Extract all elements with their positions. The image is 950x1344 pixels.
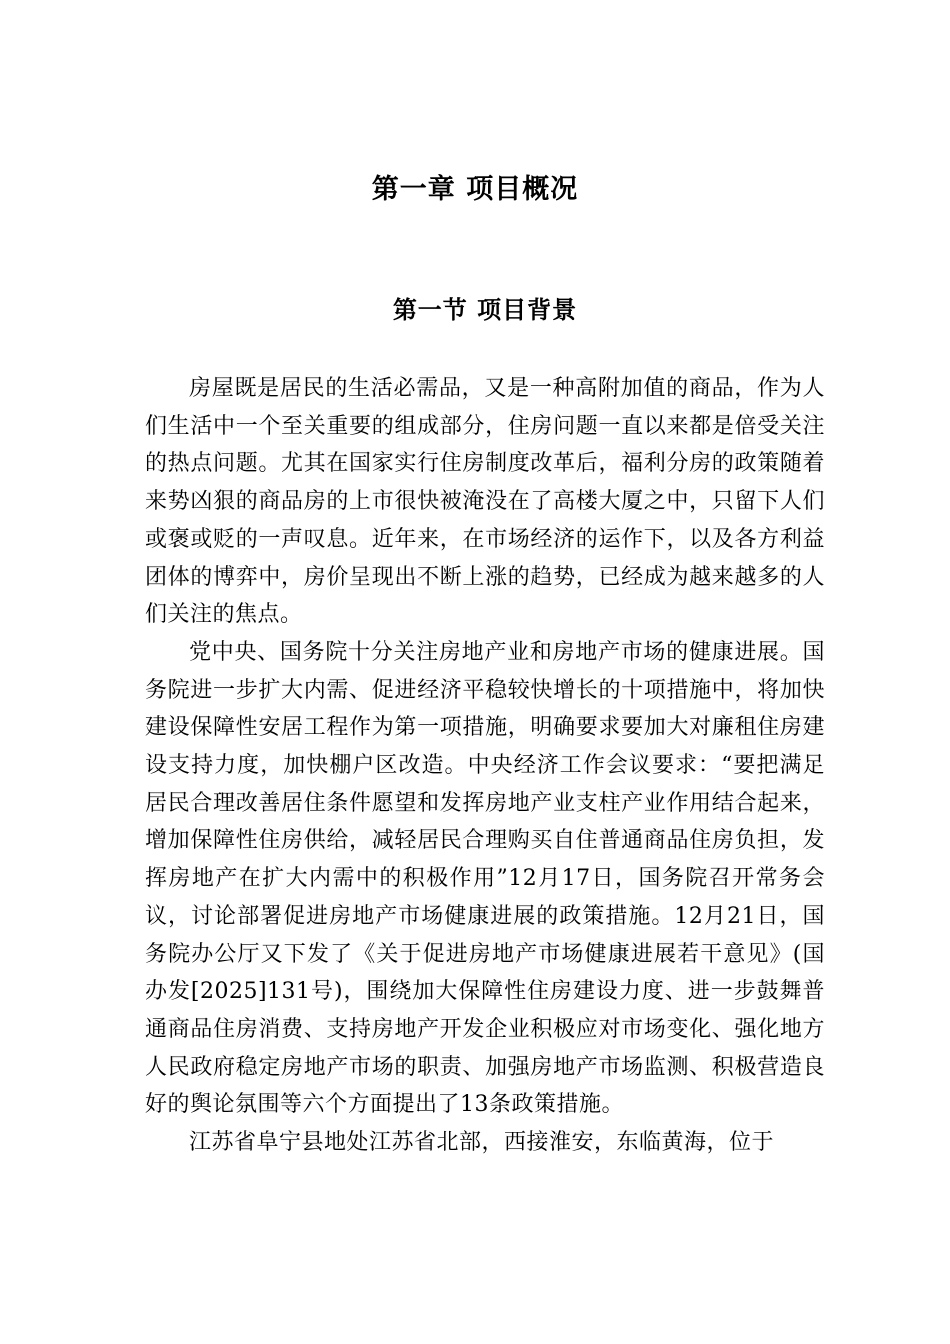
section-title: 第一节 项目背景 xyxy=(392,296,578,324)
chapter-title: 第一章 项目概况 xyxy=(371,174,579,205)
paragraph: 房屋既是居民的生活必需品，又是一种高附加值的商品，作为人们生活中一个至关重要的组成部分，住房问题一直以来都是倍受关注的热点问题。尤其在国家实行住房制度改革后，福利分房的政策随着来势凶狠的商品房的上市很快被淹没在了高楼大厦之中，只留下人们或褒或贬的一声叹息。近年来，在市场经济的运作下，以及各方利益团体的博弈中，房价呈现出不断上涨的趋势，已经成为越来越多的人们关注的焦点。 xyxy=(145,376,825,628)
body-text xyxy=(145,370,825,1162)
paragraph: 江苏省阜宁县地处江苏省北部，西接淮安，东临黄海，位于 xyxy=(189,1130,775,1156)
paragraph: 党中央、国务院十分关注房地产业和房地产市场的健康进展。国务院进一步扩大内需、促进经济平稳较快增长的十项措施中，将加快建设保障性安居工程作为第一项措施，明确要求要加大对廉租住房建设支持力度，加快棚户区改造。中央经济工作会议要求：“要把满足居民合理改善居住条件愿望和发挥房地产业支柱产业作用结合起来，增加保障性住房供给，减轻居民合理购买自住普通商品住房负担，发挥房地产在扩大内需中的积极作用”12月17日，国务院召开常务会议，讨论部署促进房地产市场健康进展的政策措施。12月21日，国务院办公厅又下发了《关于促进房地产市场健康进展若干意见》(国办发[2025]131号)，围绕加大保障性住房建设力度、进一步鼓舞普通商品住房消费、支持房地产开发企业积极应对市场变化、强化地方人民政府稳定房地产市场的职责、加强房地产市场监测、积极营造良好的舆论氛围等六个方面提出了13条政策措施。 xyxy=(145,639,825,1118)
